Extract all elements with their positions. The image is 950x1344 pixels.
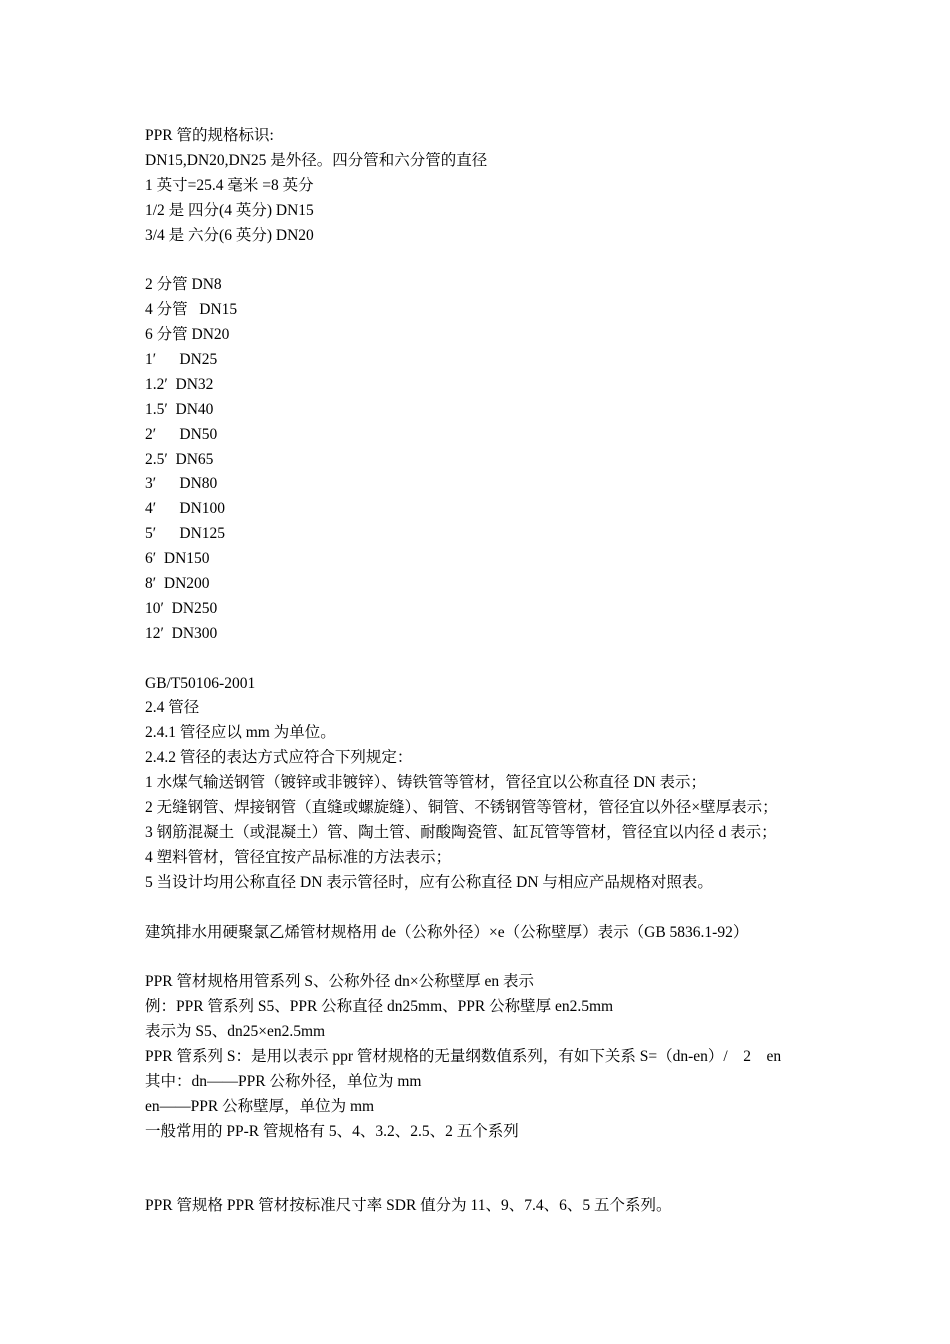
blank-line (145, 1169, 845, 1194)
text-line: 一般常用的 PP-R 管规格有 5、4、3.2、2.5、2 五个系列 (145, 1122, 519, 1140)
text-line: 2.4.1 管径应以 mm 为单位。 (145, 724, 336, 742)
size-item: 8′ DN200 (145, 575, 210, 593)
text-line: PPR 管规格 PPR 管材按标准尺寸率 SDR 值分为 11、9、7.4、6、5 五个系列。 (145, 1197, 672, 1215)
document-page (145, 124, 845, 1219)
text-line: DN15,DN20,DN25 是外径。四分管和六分管的直径 (145, 151, 488, 169)
size-item: 4 分管 DN15 (145, 301, 238, 319)
text-line: PPR 管材规格用管系列 S、公称外径 dn×公称壁厚 en 表示 (145, 973, 534, 991)
size-item: 5′ DN125 (145, 525, 226, 543)
rule-item: 2 无缝钢管、焊接钢管（直缝或螺旋缝）、铜管、不锈钢管等管材，管径宜以外径×壁厚表示； (145, 799, 778, 817)
text-line: 建筑排水用硬聚氯乙烯管材规格用 de（公称外径）×e（公称壁厚）表示（GB 5836.1-92） (145, 923, 749, 941)
text-line: en——PPR 公称壁厚，单位为 mm (145, 1097, 375, 1115)
size-item: 2.5′ DN65 (145, 450, 214, 468)
blank-line (145, 945, 845, 970)
blank-line (145, 248, 845, 273)
text-line: 1/2 是 四分(4 英分) DN15 (145, 201, 314, 219)
rule-item: 4 塑料管材，管径宜按产品标准的方法表示； (145, 848, 452, 866)
size-item: 10′ DN250 (145, 599, 218, 617)
size-item: 2′ DN50 (145, 425, 218, 443)
size-item: 2 分管 DN8 (145, 276, 222, 294)
text-line: 3/4 是 六分(6 英分) DN20 (145, 226, 314, 244)
text-line: 其中：dn——PPR 公称外径，单位为 mm (145, 1072, 422, 1090)
rule-item: 5 当设计均用公称直径 DN 表示管径时，应有公称直径 DN 与相应产品规格对照表。 (145, 873, 713, 891)
size-item: 3′ DN80 (145, 475, 218, 493)
text-line: PPR 管系列 S：是用以表示 ppr 管材规格的无量纲数值系列，有如下关系 S=（dn-en）/ 2 en (145, 1047, 782, 1065)
text-line: 表示为 S5、dn25×en2.5mm (145, 1023, 326, 1041)
blank-line (145, 647, 845, 672)
size-item: 6′ DN150 (145, 550, 210, 568)
standard-code: GB/T50106-2001 (145, 674, 256, 692)
size-item: 12′ DN300 (145, 624, 218, 642)
size-item: 1.2′ DN32 (145, 375, 214, 393)
size-item: 1.5′ DN40 (145, 400, 214, 418)
text-line: 1 英寸=25.4 毫米 =8 英分 (145, 176, 314, 194)
section-heading: 2.4 管径 (145, 699, 200, 717)
size-item: 1′ DN25 (145, 351, 218, 369)
rule-item: 1 水煤气输送钢管（镀锌或非镀锌）、铸铁管等管材，管径宜以公称直径 DN 表示； (145, 774, 707, 792)
doc-title: PPR 管的规格标识: (145, 127, 274, 144)
blank-line (145, 1145, 845, 1170)
blank-line (145, 896, 845, 921)
rule-item: 3 钢筋混凝土（或混凝土）管、陶土管、耐酸陶瓷管、缸瓦管等管材，管径宜以内径 d 表示； (145, 823, 777, 841)
text-line: 2.4.2 管径的表达方式应符合下列规定： (145, 749, 413, 767)
size-item: 6 分管 DN20 (145, 326, 230, 344)
text-line: 例：PPR 管系列 S5、PPR 公称直径 dn25mm、PPR 公称壁厚 en2.5mm (145, 998, 614, 1016)
size-item: 4′ DN100 (145, 500, 226, 518)
